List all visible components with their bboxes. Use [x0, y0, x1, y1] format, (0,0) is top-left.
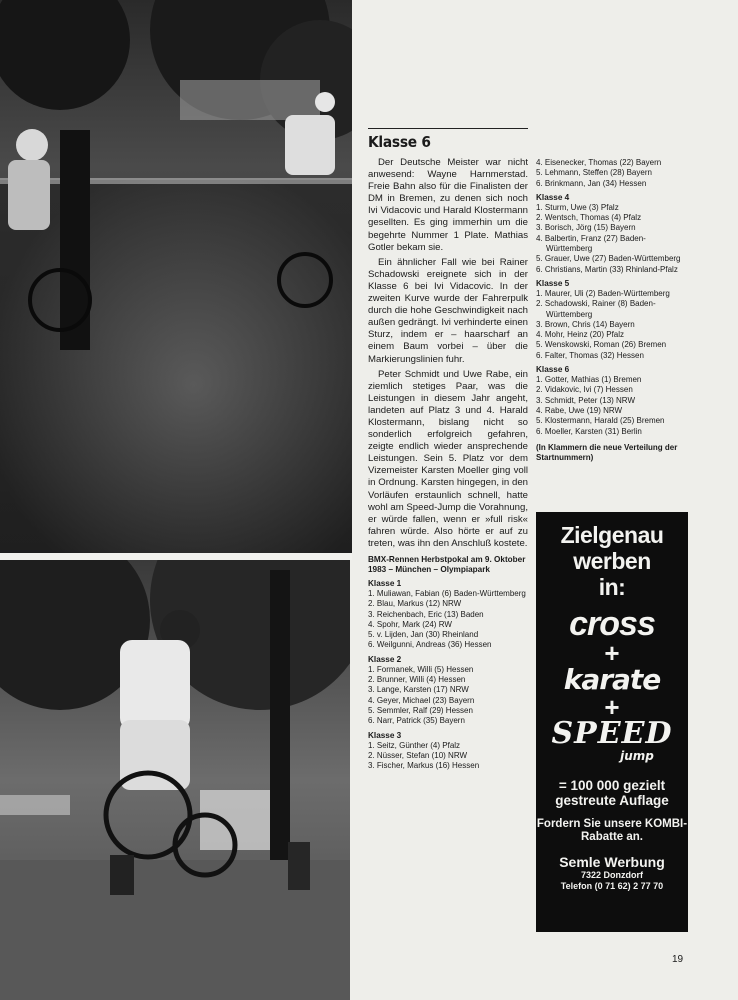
klasse-4-title: Klasse 4	[536, 192, 570, 202]
klasse-3-title: Klasse 3	[368, 730, 402, 740]
result-entry: 5. Grauer, Uwe (27) Baden-Württemberg	[536, 254, 681, 264]
result-entry: 3. Schmidt, Peter (13) NRW	[536, 395, 635, 405]
result-entry: 6. Weilgunni, Andreas (36) Hessen	[368, 640, 492, 650]
article-body	[368, 157, 528, 550]
result-entry: 5. Lehmann, Steffen (28) Bayern	[536, 168, 652, 178]
result-entry: 4. Spohr, Mark (24) RW	[368, 619, 452, 629]
result-entry: 2. Wentsch, Thomas (4) Pfalz	[536, 213, 642, 223]
ad-headline-line: in:	[598, 574, 626, 600]
klasse-5-title: Klasse 5	[536, 278, 570, 288]
headline-rule	[368, 128, 528, 129]
ad-brand-cross-logo: cross	[569, 605, 655, 643]
result-entry: 5. v. Lijden, Jan (30) Rheinland	[368, 630, 479, 640]
ad-call-to-action: Fordern Sie unsere KOMBI-Rabatte an.	[536, 818, 688, 843]
result-entry: 3. Fischer, Markus (16) Hessen	[368, 761, 480, 771]
photo-bmx-race-top	[0, 0, 352, 553]
result-entry: 1. Sturm, Uwe (3) Pfalz	[536, 202, 619, 212]
result-entry: 5. Klostermann, Harald (25) Bremen	[536, 416, 665, 426]
result-entry: 6. Brinkmann, Jan (34) Hessen	[536, 178, 647, 188]
results-column-2	[536, 158, 691, 463]
klasse-3-results-continued	[536, 158, 691, 189]
klasse-6-results	[536, 375, 691, 437]
result-entry: 4. Mohr, Heinz (20) Pfalz	[536, 330, 625, 340]
klasse-2-results	[368, 665, 528, 727]
result-entry: 2. Nüsser, Stefan (10) NRW	[368, 750, 467, 760]
klasse-4-results	[536, 203, 691, 275]
ad-address: 7322 Donzdorf	[580, 870, 643, 880]
photo-bmx-race-top-image	[0, 0, 352, 553]
result-entry: 4. Rabe, Uwe (19) NRW	[536, 405, 623, 415]
advertisement-block	[536, 512, 688, 932]
page-number: 19	[672, 954, 684, 965]
article-column-1	[368, 128, 528, 771]
result-entry: 4. Balbertin, Franz (27) Baden-Württemberg	[536, 233, 646, 254]
ad-plus-sign: +	[604, 692, 620, 722]
result-entry: 2. Schadowski, Rainer (8) Baden-Württemberg	[536, 299, 656, 319]
article-headline: Klasse 6	[368, 133, 431, 151]
article-paragraph: Peter Schmidt und Uwe Rabe, ein ziemlich stetiges Paar, was die Leistungen in diesem Jahr angeht, landeten auf Platz 3 und 4. Harald Klostermann, bislang nicht so sonderlich erfolgreich gefahren, zeigte endlich wieder ansprechende Leistungen. Sein 5. Platz vor dem Vizemeister Karsten Moeller ging voll in Ordnung. Karsten hingegen, in den Vorläufen erstaunlich schnell, hatte wohl am Speed-Jump die Vorahnung, er würde fallen, wenn er »full risk« fahren würde. Also hörte er auf zu treten, was ihn den Anschluß kostete.	[368, 368, 528, 549]
ad-circulation: = 100 000 gezielt gestreute Auflage	[555, 778, 669, 808]
klasse-2-title: Klasse 2	[368, 654, 402, 664]
ad-company-name: Semle Werbung	[559, 854, 665, 870]
klasse-1-results	[368, 589, 528, 651]
result-entry: 4. Eisenecker, Thomas (22) Bayern	[536, 158, 662, 167]
result-entry: 2. Vidakovic, Ivi (7) Hessen	[536, 385, 633, 395]
result-entry: 1. Formanek, Willi (5) Hessen	[368, 664, 474, 674]
photo-bmx-jump-bottom	[0, 560, 350, 1000]
ad-phone: Telefon (0 71 62) 2 77 70	[560, 881, 664, 891]
result-entry: 3. Brown, Chris (14) Bayern	[536, 319, 635, 329]
result-entry: 3. Reichenbach, Eric (13) Baden	[368, 609, 484, 619]
result-entry: 2. Brunner, Willi (4) Hessen	[368, 675, 466, 685]
klasse-6-title: Klasse 6	[536, 365, 570, 375]
start-number-note: (In Klammern die neue Verteilung der Startnummern)	[536, 442, 678, 462]
photo-gutter	[0, 553, 352, 560]
ad-brand-jump-logo: jump	[620, 749, 654, 763]
result-entry: 6. Christians, Martin (33) Rhinland-Pfalz	[536, 264, 678, 274]
klasse-1-title: Klasse 1	[368, 579, 402, 588]
klasse-3-results	[368, 741, 528, 772]
ad-brand-speed-logo: SPEED	[551, 716, 673, 751]
photo-bmx-jump-bottom-image	[0, 560, 350, 1000]
klasse-5-results	[536, 289, 691, 361]
result-entry: 4. Geyer, Michael (23) Bayern	[368, 695, 475, 705]
ad-brand-karate-logo: karate	[563, 663, 661, 696]
result-entry: 6. Narr, Patrick (35) Bayern	[368, 716, 465, 726]
results-title: BMX-Rennen Herbstpokal am 9. Oktober 1983 – München – Olympiapark	[368, 555, 526, 574]
ad-plus-sign: +	[604, 638, 620, 668]
ad-headline-line: werben	[573, 548, 651, 574]
result-entry: 6. Falter, Thomas (32) Hessen	[536, 350, 644, 360]
result-entry: 3. Borisch, Jörg (15) Bayern	[536, 223, 636, 233]
result-entry: 1. Seitz, Günther (4) Pfalz	[368, 740, 461, 750]
result-entry: 6. Moeller, Karsten (31) Berlin	[536, 426, 642, 436]
result-entry: 5. Wenskowski, Roman (26) Bremen	[536, 340, 667, 350]
result-entry: 5. Semmler, Ralf (29) Hessen	[368, 705, 473, 715]
article-paragraph: Ein ähnlicher Fall wie bei Rainer Schadowski ereignete sich in der Klasse 6 bei Ivi Vidacovic. In der zweiten Kurve wurde der Fahrerpulk durch die hohe Geschwindigkeit nach außen gedrängt. Ivi verhinderte einen Sturz, indem er – haarscharf an einem Baum vorbei – über die Markierungslinien fuhr.	[368, 256, 528, 365]
ad-headline-line: Zielgenau	[560, 522, 664, 548]
result-entry: 1. Gotter, Mathias (1) Bremen	[536, 375, 642, 385]
result-entry: 1. Muliawan, Fabian (6) Baden-Württemberg	[368, 589, 526, 598]
article-paragraph: Der Deutsche Meister war nicht anwesend: Wayne Harnmerstad. Freie Bahn also für die Finalisten der DM in Bremen, zu denen sich noch Ivi Vidacovic und Harald Klostermann gesellten. Es ging immerhin um die begehrte Nummer 1 Plate. Mathias Gotler bekam sie.	[368, 157, 528, 253]
result-entry: 3. Lange, Karsten (17) NRW	[368, 685, 469, 695]
ad-headline	[536, 522, 688, 600]
result-entry: 1. Maurer, Uli (2) Baden-Württemberg	[536, 288, 670, 298]
result-entry: 2. Blau, Markus (12) NRW	[368, 599, 462, 609]
